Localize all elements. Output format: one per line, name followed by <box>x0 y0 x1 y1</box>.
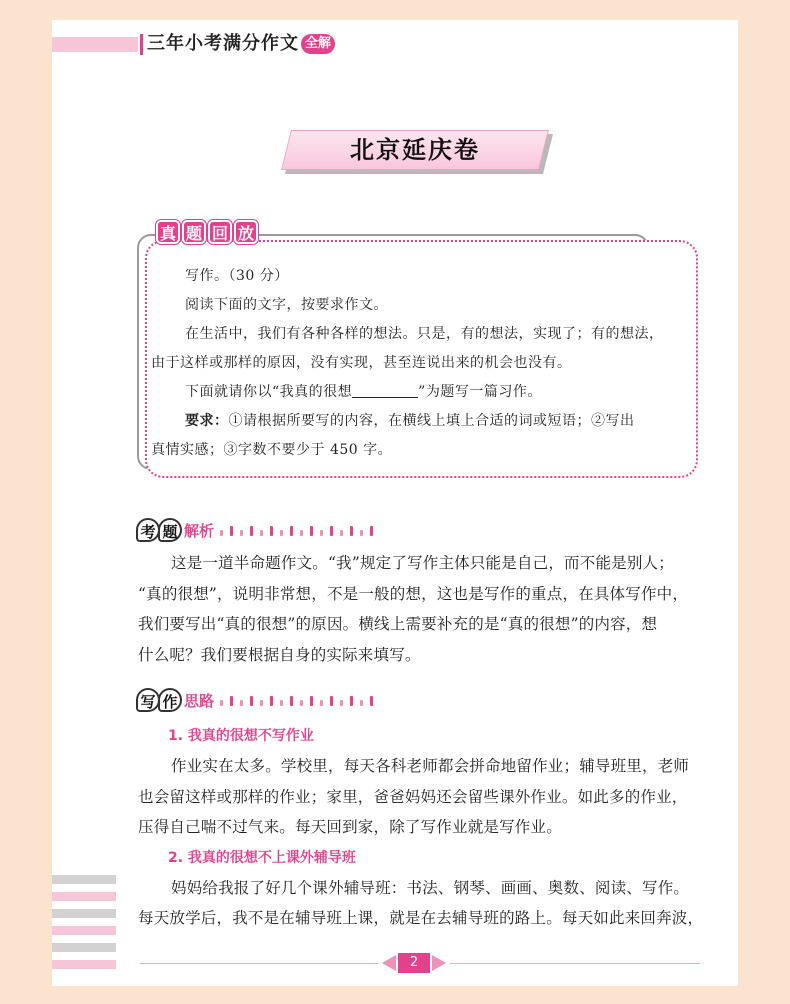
paragraph-line: 什么呢？我们要根据自身的实际来填写。 <box>138 645 421 664</box>
point-heading: 1. 我真的很想不写作业 <box>168 728 314 744</box>
approach-heading <box>136 688 380 714</box>
paragraph-line: 我们要写出“真的很想”的原因。横线上需要补充的是“真的很想”的内容，想 <box>138 615 658 633</box>
running-header <box>147 32 335 56</box>
heading-label: 思路 <box>184 691 215 710</box>
decorative-stripes <box>52 875 116 977</box>
footer-rule-left <box>140 963 378 964</box>
approach-body <box>138 721 708 934</box>
heading-label: 解析 <box>184 521 215 540</box>
point-heading: 2. 我真的很想不上课外辅导班 <box>168 849 356 866</box>
page <box>52 20 738 986</box>
question-line: 由于这样或那样的原因，没有实现，甚至连说出来的机会也没有。 <box>151 355 572 371</box>
page-number: 2 <box>398 953 430 973</box>
question-requirement: 要求：①请根据所要写的内容，在横线上填上合适的词或短语；②写出 <box>185 413 635 429</box>
paragraph-line: 也会留这样或那样的作业；家里，爸爸妈妈还会留些课外作业。如此多的作业， <box>138 787 688 806</box>
question-line: 写作。（30 分） <box>185 268 289 284</box>
tag-char: 回 <box>208 220 232 244</box>
paragraph-line: “真的很想”，说明非常想，不是一般的想，这也是写作的重点，在具体写作中， <box>138 584 689 603</box>
paragraph-line: 作业实在太多。学校里，每天各科老师都会拼命地留作业；辅导班里，老师 <box>171 757 690 775</box>
heading-dots <box>220 691 380 710</box>
footer-rule-right <box>450 963 700 964</box>
question-box <box>145 240 698 478</box>
question-line: 在生活中，我们有各种各样的想法。只是，有的想法，实现了；有的想法， <box>185 326 664 342</box>
analysis-heading <box>136 518 380 544</box>
page-title: 北京延庆卷 <box>350 136 480 164</box>
question-prompt: 下面就请你以“我真的很想 ”为题写一篇习作。 <box>185 384 542 400</box>
tag-char: 题 <box>182 220 206 244</box>
book-title: 三年小考满分作文 <box>147 33 299 54</box>
tag-char: 放 <box>234 220 258 244</box>
requirement-label: 要求： <box>185 413 229 429</box>
heading-dots <box>220 521 380 540</box>
paragraph-line: 这是一道半命题作文。“我”规定了写作主体只能是自己，而不能是别人； <box>171 554 674 572</box>
question-requirement-cont: 真情实感；③字数不要少于 450 字。 <box>151 442 393 458</box>
header-band <box>52 37 138 52</box>
header-bar <box>140 34 143 55</box>
heading-bubble: 题 <box>158 518 182 542</box>
paragraph-line: 妈妈给我报了好几个课外辅导班：书法、钢琴、画画、奥数、阅读、写作。 <box>171 878 690 897</box>
heading-bubble: 写 <box>136 688 160 712</box>
fill-in-blank <box>352 384 418 398</box>
footer-arrow-left <box>382 955 396 971</box>
header-badge: 全解 <box>301 34 335 54</box>
paragraph-line: 压得自己喘不过气来。每天回到家，除了写作业就是写作业。 <box>138 818 562 836</box>
tag-char: 真 <box>156 220 180 244</box>
analysis-body <box>138 548 708 670</box>
heading-bubble: 作 <box>158 688 182 712</box>
question-line: 阅读下面的文字，按要求作文。 <box>185 297 388 313</box>
footer-arrow-right <box>432 955 446 971</box>
question-tag <box>156 220 260 246</box>
heading-bubble: 考 <box>136 518 160 542</box>
paragraph-line: 每天放学后，我不是在辅导班上课，就是在去辅导班的路上。每天如此来回奔波， <box>138 909 704 927</box>
